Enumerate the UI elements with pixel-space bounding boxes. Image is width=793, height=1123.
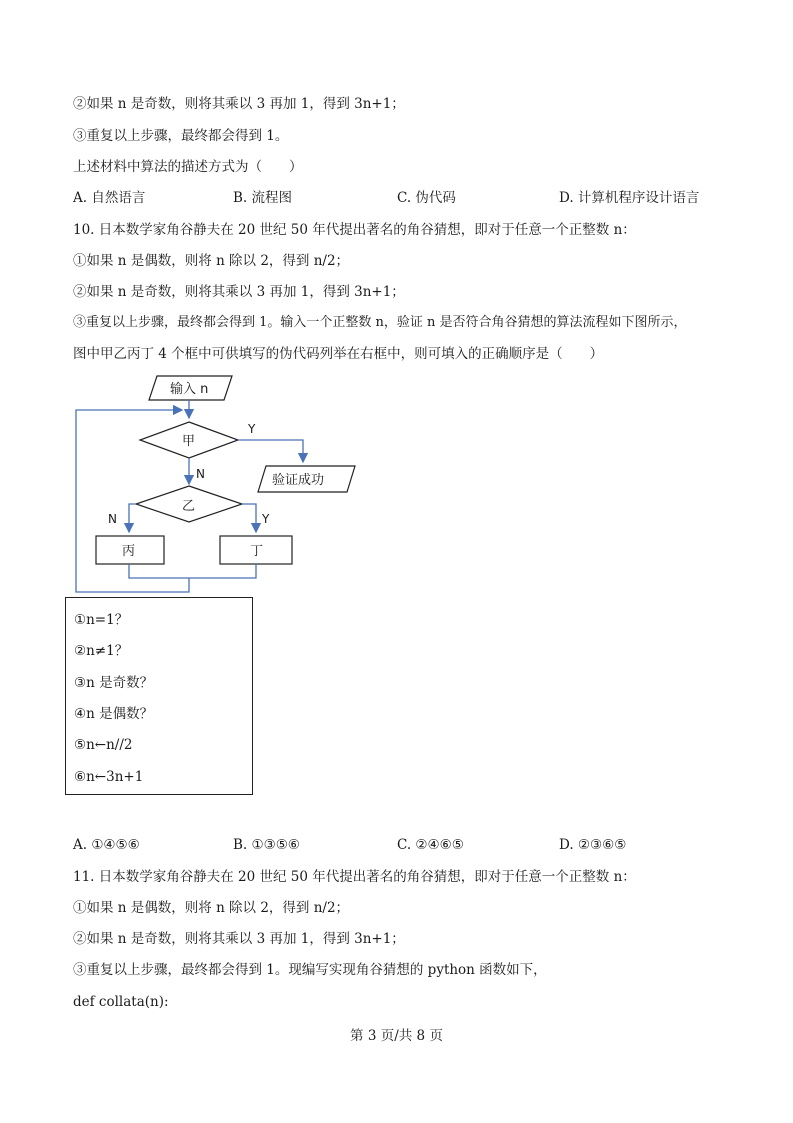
decision1-no-label: N [196, 467, 205, 481]
q10-intro: 10. 日本数学家角谷静夫在 20 世纪 50 年代提出著名的角谷猜想，即对于任意一个正整数 n： [73, 222, 636, 238]
box-right-label: 丁 [250, 544, 264, 559]
q9-question: 上述材料中算法的描述方式为（ ） [73, 159, 303, 175]
q11-intro: 11. 日本数学家角谷静夫在 20 世纪 50 年代提出著名的角谷猜想，即对于任意一个正整数 n： [73, 869, 636, 885]
choice-4: ④n 是偶数？ [74, 706, 154, 722]
choice-3: ③n 是奇数？ [74, 675, 154, 691]
choice-5: ⑤n←n//2 [74, 737, 133, 753]
q9-rule3: ③重复以上步骤，最终都会得到 1。 [73, 128, 289, 144]
arrow-decision2-yes [242, 504, 256, 532]
q10-question: 图中甲乙丙丁 4 个框中可供填写的伪代码列举在右框中，则可填入的正确顺序是（ ） [73, 346, 604, 362]
q11-code: def collata(n): [73, 994, 169, 1010]
q10-option-d: D. ②③⑥⑤ [559, 837, 627, 853]
box-left-label: 丙 [122, 544, 136, 559]
output-label: 验证成功 [272, 473, 325, 488]
merge-line [129, 564, 256, 578]
q9-option-b: B. 流程图 [233, 190, 293, 206]
q10-rule3: ③重复以上步骤，最终都会得到 1。输入一个正整数 n，验证 n 是否符合角谷猜想的算法流程如下图所示， [73, 315, 687, 330]
pseudocode-choices-box [65, 597, 253, 795]
decision1-label: 甲 [182, 434, 196, 449]
choice-6: ⑥n←3n+1 [74, 769, 144, 785]
q10-option-b: B. ①③⑤⑥ [233, 837, 300, 853]
decision2-yes-label: Y [262, 512, 270, 526]
q11-rule1: ①如果 n 是偶数，则将 n 除以 2，得到 n/2； [73, 900, 350, 916]
q11-rule2: ②如果 n 是奇数，则将其乘以 3 再加 1，得到 3n+1； [73, 931, 405, 947]
q9-option-a: A. 自然语言 [73, 190, 146, 206]
choice-2: ②n≠1？ [74, 643, 129, 659]
q10-option-c: C. ②④⑥⑤ [397, 837, 464, 853]
page-footer: 第 3 页/共 8 页 [350, 1028, 443, 1044]
q9-rule2: ②如果 n 是奇数，则将其乘以 3 再加 1，得到 3n+1； [73, 96, 405, 112]
q10-rule1: ①如果 n 是偶数，则将 n 除以 2，得到 n/2； [73, 253, 350, 269]
q9-option-d: D. 计算机程序设计语言 [559, 190, 700, 206]
q11-rule3: ③重复以上步骤，最终都会得到 1。现编写实现角谷猜想的 python 函数如下， [73, 962, 547, 978]
q10-option-a: A. ①④⑤⑥ [73, 837, 140, 853]
decision1-yes-label: Y [248, 422, 256, 436]
decision2-label: 乙 [182, 499, 196, 514]
arrow-decision2-no [129, 504, 136, 532]
decision2-no-label: N [108, 512, 117, 526]
choice-1: ①n=1？ [74, 612, 129, 628]
q9-option-c: C. 伪代码 [397, 190, 456, 206]
arrow-decision1-yes [238, 440, 303, 462]
input-label: 输入 n [170, 382, 209, 397]
q10-rule2: ②如果 n 是奇数，则将其乘以 3 再加 1，得到 3n+1； [73, 284, 405, 300]
